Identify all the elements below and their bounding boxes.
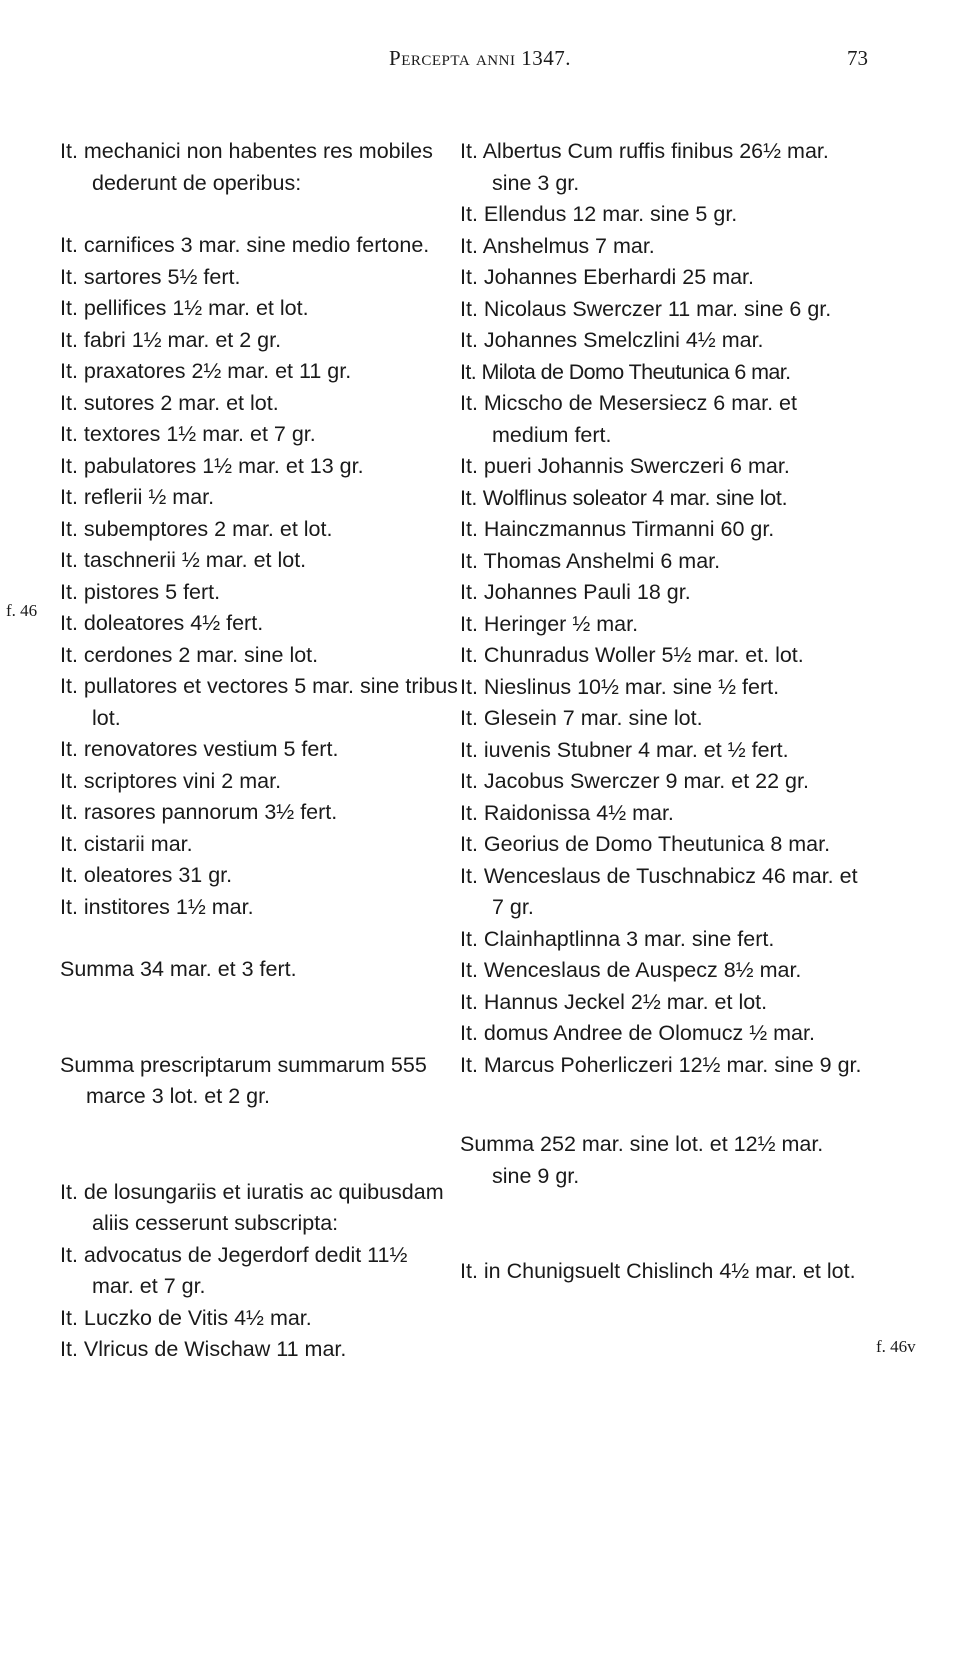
right-column <box>460 136 860 1288</box>
list-item: It. fabri 1½ mar. et 2 gr. <box>60 327 282 352</box>
grand-sum-line: Summa prescriptarum summarum 555 marce 3 lot. et 2 gr. <box>60 1052 427 1108</box>
list-item: It. pistores 5 fert. <box>60 579 221 604</box>
list-item: It. taschnerii ½ mar. et lot. <box>60 548 307 572</box>
list-item: It. Anshelmus 7 mar. <box>460 233 655 258</box>
list-item: It. de losungariis et iuratis ac quibusdam aliis cesserunt subscripta: <box>60 1179 444 1235</box>
list-item: It. advocatus de Jegerdorf dedit 11½ mar. et 7 gr. <box>60 1242 408 1298</box>
list-item: It. Chunradus Woller 5½ mar. et. lot. <box>460 643 804 667</box>
list-item: It. oleatores 31 gr. <box>60 863 233 887</box>
list-item: It. Johannes Pauli 18 gr. <box>460 580 691 604</box>
sum-line: Summa 252 mar. sine lot. et 12½ mar. sine 9 gr. <box>460 1132 824 1188</box>
left-column <box>60 136 458 1366</box>
list-item: It. Nieslinus 10½ mar. sine ½ fert. <box>460 674 780 699</box>
list-item: It. carnifices 3 mar. sine medio fertone. <box>60 233 430 257</box>
list-item: It. Luczko de Vitis 4½ mar. <box>60 1305 312 1330</box>
list-item: It. Heringer ½ mar. <box>460 611 639 636</box>
list-item: It. sartores 5½ fert. <box>60 264 241 289</box>
list-item: It. praxatores 2½ mar. et 11 gr. <box>60 359 352 383</box>
list-item: It. Nicolaus Swerczer 11 mar. sine 6 gr. <box>460 296 832 321</box>
folio-note-left: f. 46 <box>6 601 38 620</box>
running-title: Percepta anni 1347. <box>389 46 571 70</box>
list-item: It. Albertus Cum ruffis finibus 26½ mar. sine 3 gr. <box>460 139 829 195</box>
list-item: It. Wenceslaus de Tuschnabicz 46 mar. et 7 gr. <box>460 863 858 919</box>
list-item: It. institores 1½ mar. <box>60 894 254 919</box>
list-item: It. pullatores et vectores 5 mar. sine tribus lot. <box>60 674 458 730</box>
list-item: It. scriptores vini 2 mar. <box>60 768 282 793</box>
list-item: It. subemptores 2 mar. et lot. <box>60 516 333 541</box>
list-item: It. domus Andree de Olomucz ½ mar. <box>460 1021 815 1045</box>
list-item: It. Micscho de Mesersiecz 6 mar. et medium fert. <box>460 391 797 447</box>
list-item: It. Johannes Eberhardi 25 mar. <box>460 265 755 289</box>
list-item: It. iuvenis Stubner 4 mar. et ½ fert. <box>460 737 789 762</box>
list-item: It. Georius de Domo Theutunica 8 mar. <box>460 832 831 856</box>
sum-line: Summa 34 mar. et 3 fert. <box>60 957 297 981</box>
list-item: It. cistarii mar. <box>60 831 193 856</box>
list-item: It. Vlricus de Wischaw 11 mar. <box>60 1337 347 1361</box>
list-item: It. Marcus Poherliczeri 12½ mar. sine 9 gr. <box>460 1052 862 1077</box>
list-item: It. Wenceslaus de Auspecz 8½ mar. <box>460 958 802 982</box>
list-item: It. Raidonissa 4½ mar. <box>460 800 674 825</box>
list-item: It. rasores pannorum 3½ fert. <box>60 800 338 824</box>
list-item: It. sutores 2 mar. et lot. <box>60 390 279 415</box>
list-item: It. Wolflinus soleator 4 mar. sine lot. <box>460 485 788 510</box>
list-item: It. textores 1½ mar. et 7 gr. <box>60 422 316 446</box>
list-item: It. reflerii ½ mar. <box>60 485 215 509</box>
list-item: It. Johannes Smelczlini 4½ mar. <box>460 328 764 352</box>
list-item: It. Ellendus 12 mar. sine 5 gr. <box>460 202 738 226</box>
list-item: It. renovatores vestium 5 fert. <box>60 737 339 761</box>
list-item: It. Milota de Domo Theutunica 6 mar. <box>460 359 791 384</box>
list-item: It. Clainhaptlinna 3 mar. sine fert. <box>460 926 775 951</box>
list-item: It. in Chunigsuelt Chislinch 4½ mar. et lot. <box>460 1259 856 1283</box>
list-item: It. pabulatores 1½ mar. et 13 gr. <box>60 453 364 478</box>
list-item: It. doleatores 4½ fert. <box>60 611 264 635</box>
list-item: It. cerdones 2 mar. sine lot. <box>60 642 319 667</box>
list-item: It. mechanici non habentes res mobiles dederunt de operibus: <box>60 139 433 195</box>
list-item: It. pueri Johannis Swerczeri 6 mar. <box>460 454 790 478</box>
list-item: It. Hainczmannus Tirmanni 60 gr. <box>460 517 775 541</box>
list-item: It. Hannus Jeckel 2½ mar. et lot. <box>460 989 768 1014</box>
folio-note-right: f. 46v <box>876 1337 916 1356</box>
list-item: It. Glesein 7 mar. sine lot. <box>460 706 703 730</box>
list-item: It. Thomas Anshelmi 6 mar. <box>460 548 721 573</box>
list-item: It. Jacobus Swerczer 9 mar. et 22 gr. <box>460 769 809 793</box>
page-header <box>0 46 960 78</box>
list-item: It. pellifices 1½ mar. et lot. <box>60 296 309 320</box>
page-number: 73 <box>847 46 868 70</box>
